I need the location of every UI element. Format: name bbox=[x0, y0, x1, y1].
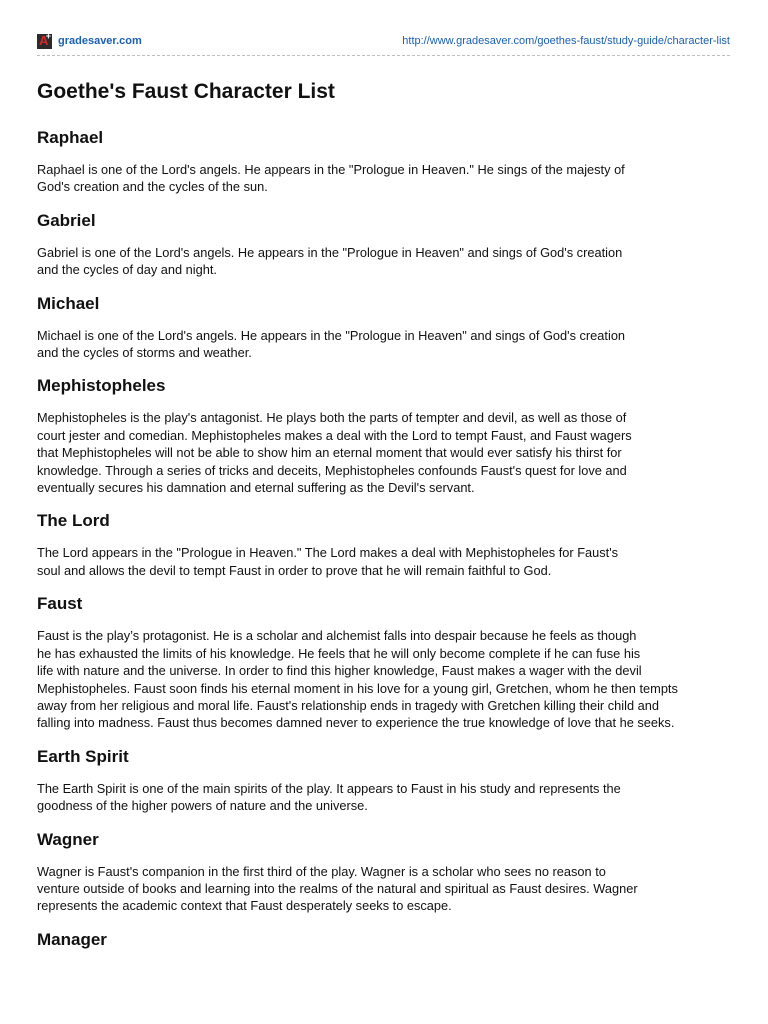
description-line: knowledge. Through a series of tricks and deceits, Mephistopheles confounds Faust's quest for love and bbox=[37, 462, 627, 478]
description-line: God's creation and the cycles of the sun. bbox=[37, 179, 268, 195]
description-line: Raphael is one of the Lord's angels. He appears in the "Prologue in Heaven." He sings of the majesty of bbox=[37, 162, 625, 177]
character-description bbox=[37, 244, 734, 279]
header-divider bbox=[37, 55, 730, 56]
description-line: and the cycles of day and night. bbox=[37, 262, 217, 278]
character-section bbox=[37, 510, 734, 579]
description-line: Mephistopheles is the play's antagonist. He plays both the parts of tempter and devil, as well as those of bbox=[37, 410, 627, 426]
character-name: Earth Spirit bbox=[37, 746, 129, 766]
main-content bbox=[37, 78, 734, 965]
page-url-link[interactable]: http://www.gradesaver.com/goethes-faust/study-guide/character-list bbox=[402, 35, 730, 47]
description-line: that Mephistopheles will not be able to show him an eternal moment that would ever satisfy his thirst for bbox=[37, 445, 622, 461]
description-line: and the cycles of storms and weather. bbox=[37, 345, 252, 361]
character-description bbox=[37, 161, 734, 196]
character-section bbox=[37, 375, 734, 496]
character-section bbox=[37, 746, 734, 815]
description-line: Michael is one of the Lord's angels. He appears in the "Prologue in Heaven" and sings of God's creation bbox=[37, 327, 626, 343]
character-description bbox=[37, 627, 734, 731]
character-description bbox=[37, 544, 734, 579]
site-brand-link[interactable] bbox=[37, 34, 142, 49]
description-line: goodness of the higher powers of nature and the universe. bbox=[37, 798, 368, 814]
description-line: away from her religious and moral life. Faust's relationship ends in tragedy with Gretchen killing their child and bbox=[37, 697, 659, 713]
description-line: The Lord appears in the "Prologue in Heaven." The Lord makes a deal with Mephistopheles for Faust's bbox=[37, 545, 619, 561]
character-name: Michael bbox=[37, 293, 100, 313]
character-description bbox=[37, 863, 734, 915]
character-name: Raphael bbox=[37, 128, 104, 147]
character-section bbox=[37, 210, 734, 279]
character-name: Faust bbox=[37, 594, 83, 614]
character-list bbox=[37, 127, 734, 951]
character-name: Manager bbox=[37, 929, 107, 949]
description-line: Mephistopheles. Faust soon finds his eternal moment in his love for a young girl, Gretchen, whom he then tempts bbox=[37, 680, 678, 696]
character-section bbox=[37, 829, 734, 915]
description-line: Wagner is Faust's companion in the first third of the play. Wagner is a scholar who sees no reason to bbox=[37, 863, 606, 879]
character-name: The Lord bbox=[37, 511, 110, 531]
gradesaver-logo-icon bbox=[37, 34, 52, 49]
description-line: eventually secures his damnation and eternal suffering as the Devil's servant. bbox=[37, 480, 475, 496]
description-line: The Earth Spirit is one of the main spirits of the play. It appears to Faust in his study and represents the bbox=[37, 780, 621, 796]
description-line: he has exhausted the limits of his knowledge. He feels that he will only become complete if he can fuse his bbox=[37, 645, 641, 661]
character-section bbox=[37, 127, 734, 196]
site-name: gradesaver.com bbox=[58, 35, 142, 47]
description-line: life with nature and the universe. In order to find this higher knowledge, Faust makes a wager with the devil bbox=[37, 663, 642, 679]
description-line: venture outside of books and learning into the realms of the natural and spiritual as Faust desires. Wagner bbox=[37, 880, 638, 896]
character-description bbox=[37, 780, 734, 815]
character-name: Mephistopheles bbox=[37, 376, 166, 396]
description-line: Faust is the play’s protagonist. He is a scholar and alchemist falls into despair because he feels as though bbox=[37, 628, 637, 644]
character-section bbox=[37, 293, 734, 362]
description-line: represents the academic context that Faust desperately seeks to escape. bbox=[37, 898, 452, 914]
character-description bbox=[37, 327, 734, 362]
character-section bbox=[37, 929, 734, 951]
character-name: Wagner bbox=[37, 829, 99, 849]
character-section bbox=[37, 593, 734, 731]
page-title: Goethe's Faust Character List bbox=[37, 80, 335, 103]
character-description bbox=[37, 409, 734, 496]
character-name: Gabriel bbox=[37, 210, 96, 230]
page-header bbox=[37, 33, 730, 49]
description-line: Gabriel is one of the Lord's angels. He appears in the "Prologue in Heaven" and sings of God's creation bbox=[37, 244, 623, 260]
description-line: falling into madness. Faust thus becomes damned never to experience the true knowledge of love that he seeks. bbox=[37, 715, 675, 731]
description-line: court jester and comedian. Mephistopheles makes a deal with the Lord to tempt Faust, and Faust wagers bbox=[37, 427, 632, 443]
description-line: soul and allows the devil to tempt Faust in order to prove that he will remain faithful to God. bbox=[37, 562, 552, 578]
